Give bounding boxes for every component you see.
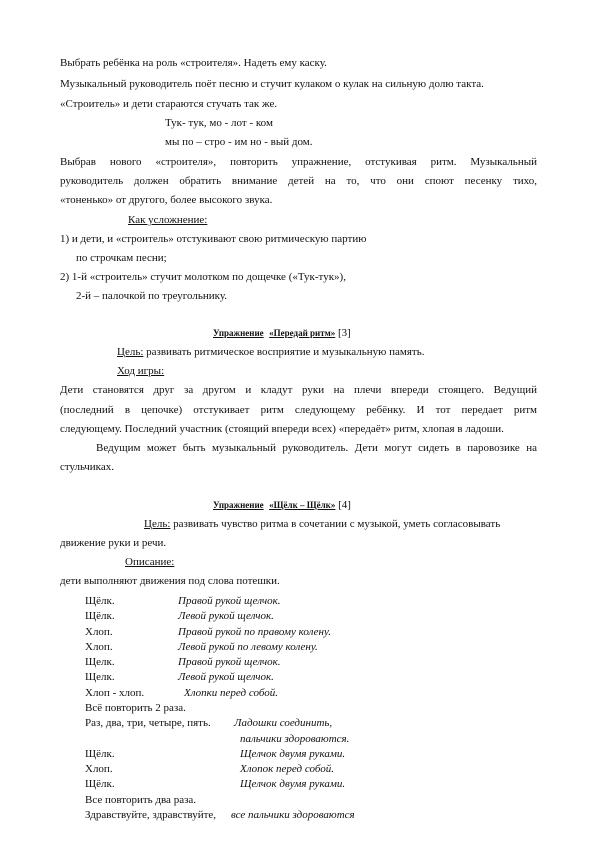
exercise-label: Упражнение	[213, 328, 264, 338]
list-item: 2-й – палочкой по треугольнику.	[76, 290, 227, 302]
goal-text: развивать чувство ритма в сочетании с музыкой, уметь согласовывать	[170, 518, 501, 530]
exercise-ref: [3]	[338, 327, 351, 339]
rhyme-action: Хлопок перед собой.	[240, 763, 334, 776]
rhyme-word: Щёлк.	[85, 610, 115, 623]
complication-heading: Как усложнение:	[128, 214, 208, 226]
rhyme-word: Хлоп.	[85, 763, 113, 776]
rhyme-word: Хлоп.	[85, 625, 113, 638]
exercise-name: «Щёлк – Щёлк»	[269, 500, 336, 510]
rhyme-action: Правой рукой по правому колену.	[178, 625, 331, 638]
goal-label: Цель:	[117, 346, 144, 358]
text-line: стульчиках.	[60, 461, 114, 473]
goal-line	[144, 519, 500, 530]
exercise-title	[213, 500, 351, 511]
goal-text: развивать ритмическое восприятие и музыкальную память.	[143, 346, 425, 358]
rhyme-action: Правой рукой щелчок.	[178, 656, 281, 669]
rhyme-action: Левой рукой щелчок.	[178, 610, 274, 623]
rhyme-action: Щелчок двумя руками.	[240, 747, 346, 760]
rhyme-word: Щёлк.	[85, 595, 115, 607]
text-line: (последний в цепочке) отстукивает ритм следующему ребёнку. И тот передает ритм	[60, 404, 537, 416]
rhyme-word: Щелк.	[85, 671, 115, 684]
rhyme-action: Щелчок двумя руками.	[240, 778, 346, 791]
text-line: следующему. Последний участник (стоящий впереди всех) «передаёт» ритм, хлопая в ладоши.	[60, 423, 504, 435]
text-line: Все повторить два раза.	[85, 793, 197, 806]
goal-line	[117, 347, 424, 358]
rhyme-action: Ладошки соединить,	[234, 717, 333, 730]
list-item: по строчкам песни;	[76, 252, 167, 264]
text-line: Ведущим может быть музыкальный руководитель. Дети могут сидеть в паровозике на	[96, 442, 537, 454]
goal-label: Цель:	[144, 518, 171, 530]
exercise-title	[213, 328, 351, 339]
text-line: «Строитель» и дети стараются стучать так же.	[60, 98, 278, 110]
rhyme-word: Щёлк.	[85, 747, 115, 760]
text-line: Дети становятся друг за другом и кладут руки на плечи впереди стоящего. Ведущий	[60, 384, 537, 396]
song-line: Тук- тук, мо - лот - ком	[165, 117, 273, 129]
text-line: Всё повторить 2 раза.	[85, 702, 186, 714]
game-heading: Ход игры:	[117, 365, 165, 377]
rhyme-word: Раз, два, три, четыре, пять.	[85, 717, 211, 730]
song-line: мы по – стро - им но - вый дом.	[165, 136, 313, 148]
rhyme-word: Хлоп - хлоп.	[85, 686, 145, 699]
text-line: «тоненько» от другого, более высокого звука.	[60, 194, 273, 206]
text-line: дети выполняют движения под слова потешки.	[60, 575, 280, 587]
rhyme-word: Здравствуйте, здравствуйте,	[85, 809, 217, 821]
rhyme-action: Левой рукой по левому колену.	[178, 640, 318, 653]
text-line: руководитель должен обратить внимание детей на то, что они споют песенку тихо,	[60, 175, 537, 187]
text-line: Музыкальный руководитель поёт песню и стучит кулаком о кулак на сильную долю такта.	[60, 78, 484, 90]
rhyme-action: Левой рукой щелчок.	[178, 671, 274, 684]
exercise-name: «Передай ритм»	[269, 328, 336, 338]
rhyme-word: Хлоп.	[85, 640, 113, 653]
rhyme-action: все пальчики здороваются	[231, 809, 355, 821]
rhyme-word: Щелк.	[85, 656, 115, 669]
rhyme-action: Правой рукой щелчок.	[178, 595, 281, 607]
rhyme-action: пальчики здороваются.	[240, 732, 350, 745]
exercise-label: Упражнение	[213, 500, 264, 510]
rhyme-action: Хлопки перед собой.	[184, 686, 278, 699]
text-line: движение руки и речи.	[60, 537, 167, 549]
description-heading: Описание:	[125, 556, 175, 568]
list-item: 1) и дети, и «строитель» отстукивают свою ритмическую партию	[60, 233, 367, 245]
rhyme-word: Щёлк.	[85, 778, 115, 791]
list-item: 2) 1-й «строитель» стучит молотком по дощечке («Тук-тук»),	[60, 271, 346, 283]
text-line: Выбрав нового «строителя», повторить упражнение, отстукивая ритм. Музыкальный	[60, 156, 537, 168]
exercise-ref: [4]	[338, 499, 351, 511]
text-line: Выбрать ребёнка на роль «строителя». Надеть ему каску.	[60, 57, 327, 69]
